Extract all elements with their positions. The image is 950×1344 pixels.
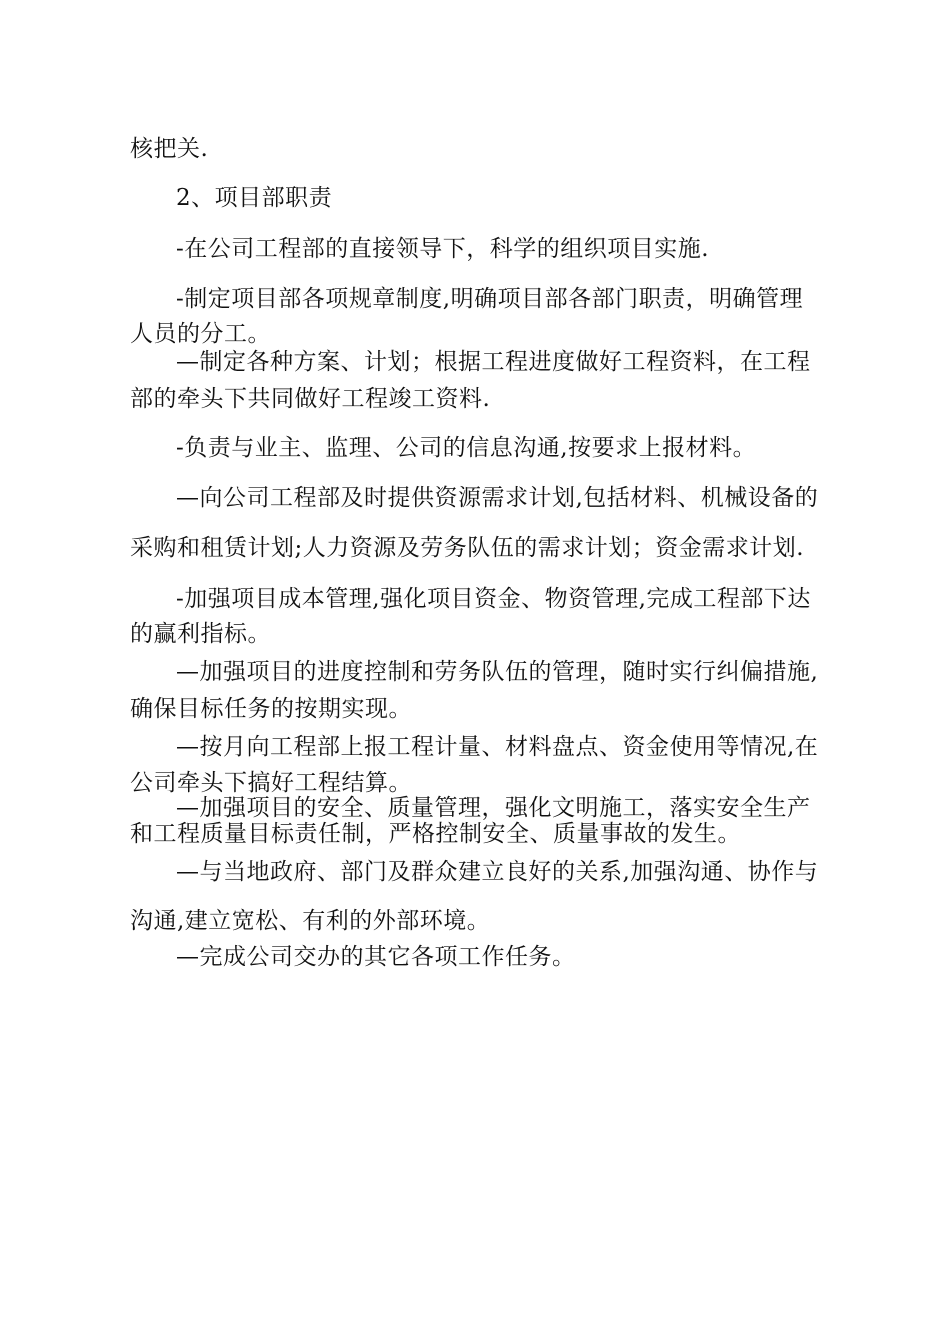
text-line: 采购和租赁计划;人力资源及劳务队伍的需求计划；资金需求计划.	[130, 535, 805, 561]
text-line: —按月向工程部上报工程计量、材料盘点、资金使用等情况,在	[176, 734, 819, 760]
text-line: 和工程质量目标责任制，严格控制安全、质量事故的发生。	[130, 821, 741, 847]
text-line: -负责与业主、监理、公司的信息沟通,按要求上报材料。	[176, 435, 757, 461]
text-line: 确保目标任务的按期实现。	[130, 696, 412, 722]
text-line: —加强项目的安全、质量管理，强化文明施工，落实安全生产	[176, 795, 811, 821]
text-line: 部的牵头下共同做好工程竣工资料.	[130, 386, 491, 412]
text-line: 核把关.	[130, 136, 209, 162]
text-line: 公司牵头下搞好工程结算。	[130, 770, 412, 796]
text-line: -在公司工程部的直接领导下，科学的组织项目实施.	[176, 236, 710, 262]
text-line: —向公司工程部及时提供资源需求计划,包括材料、机械设备的	[176, 485, 819, 511]
text-line: —加强项目的进度控制和劳务队伍的管理，随时实行纠偏措施,	[176, 659, 819, 685]
text-line: 人员的分工。	[130, 321, 271, 347]
text-line: —制定各种方案、计划；根据工程进度做好工程资料，在工程	[176, 349, 811, 375]
section-heading: 2、项目部职责	[176, 185, 333, 211]
text-line: 沟通,建立宽松、有利的外部环境。	[130, 908, 491, 934]
text-line: -加强项目成本管理,强化项目资金、物资管理,完成工程部下达	[176, 586, 811, 612]
text-line: —完成公司交办的其它各项工作任务。	[176, 944, 576, 970]
text-line: -制定项目部各项规章制度,明确项目部各部门职责，明确管理	[176, 286, 804, 312]
text-line: —与当地政府、部门及群众建立良好的关系,加强沟通、协作与	[176, 859, 819, 885]
text-line: 的赢利指标。	[130, 621, 271, 647]
